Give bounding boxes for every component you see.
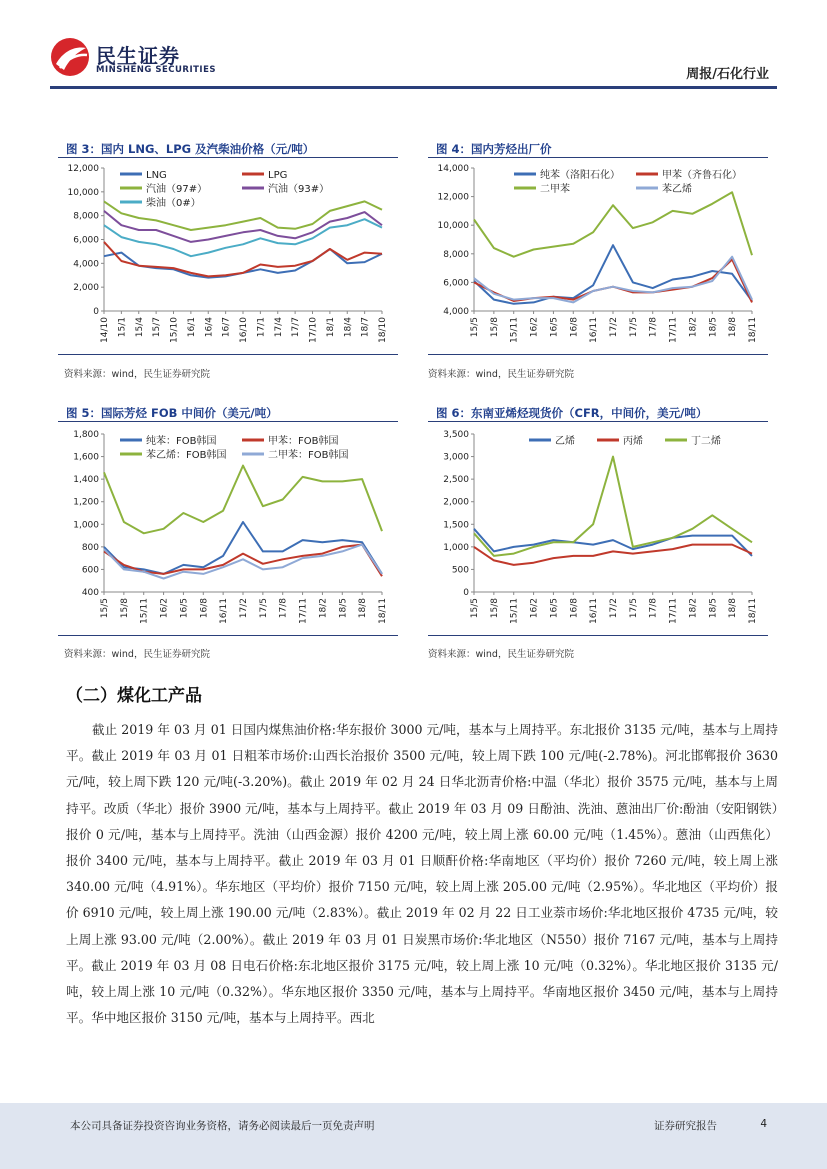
legend-label: 甲苯：FOB韩国 bbox=[268, 436, 339, 447]
y-tick-label: 2,000 bbox=[73, 283, 99, 294]
x-tick-label: 17/2 bbox=[239, 598, 249, 619]
y-tick-label: 6,000 bbox=[73, 235, 99, 246]
legend-label: 汽油（93#） bbox=[268, 184, 330, 195]
x-tick-label: 17/8 bbox=[648, 598, 659, 619]
x-tick-label: 18/11 bbox=[748, 317, 758, 343]
chart-source: 资料来源：wind，民生证券研究院 bbox=[428, 649, 574, 660]
chart-title: 图 4：国内芳烃出厂价 bbox=[428, 140, 768, 158]
section-title: （二）煤化工产品 bbox=[66, 686, 202, 706]
x-tick-label: 16/11 bbox=[589, 598, 600, 624]
chart-title: 图 5：国际芳烃 FOB 中间价（美元/吨） bbox=[58, 404, 398, 422]
legend-label: LNG bbox=[146, 170, 167, 181]
y-tick-label: 1,500 bbox=[443, 520, 469, 531]
x-tick-label: 14/10 bbox=[100, 317, 110, 343]
y-tick-label: 0 bbox=[463, 588, 469, 598]
y-tick-label: 14,000 bbox=[437, 164, 469, 174]
header-divider bbox=[50, 86, 777, 89]
x-tick-label: 16/8 bbox=[569, 317, 580, 338]
legend-label: 甲苯（齐鲁石化） bbox=[662, 170, 742, 181]
x-tick-label: 16/1 bbox=[186, 317, 197, 338]
x-tick-label: 17/5 bbox=[628, 317, 639, 338]
chart-lng-lpg-fuel-prices bbox=[58, 160, 398, 355]
x-tick-label: 17/5 bbox=[258, 598, 269, 619]
legend-label: 丙烯 bbox=[623, 436, 643, 447]
chart-panel-olefins bbox=[428, 404, 768, 636]
y-tick-label: 500 bbox=[451, 565, 469, 576]
x-tick-label: 16/5 bbox=[179, 598, 190, 619]
x-tick-label: 16/11 bbox=[219, 598, 230, 624]
x-tick-label: 18/5 bbox=[708, 317, 719, 338]
legend-label: 丁二烯 bbox=[691, 436, 721, 447]
x-tick-label: 15/10 bbox=[169, 317, 180, 343]
y-tick-label: 8,000 bbox=[73, 211, 99, 222]
y-tick-label: 600 bbox=[81, 565, 99, 576]
x-tick-label: 17/4 bbox=[273, 317, 284, 338]
x-tick-label: 16/11 bbox=[589, 317, 600, 343]
x-tick-label: 17/11 bbox=[668, 317, 679, 343]
x-tick-label: 15/5 bbox=[100, 598, 110, 619]
x-tick-label: 17/1 bbox=[256, 317, 267, 338]
y-tick-label: 4,000 bbox=[73, 259, 99, 270]
chart-source: 资料来源：wind，民生证券研究院 bbox=[428, 369, 574, 380]
x-tick-label: 16/10 bbox=[239, 317, 249, 343]
y-tick-label: 1,400 bbox=[73, 475, 99, 486]
company-logo bbox=[50, 36, 220, 82]
y-tick-label: 1,200 bbox=[73, 497, 99, 508]
x-tick-label: 17/2 bbox=[609, 317, 619, 338]
series-line-3 bbox=[104, 545, 382, 579]
y-tick-label: 1,800 bbox=[73, 430, 99, 440]
x-tick-label: 18/2 bbox=[688, 317, 699, 338]
x-tick-label: 16/8 bbox=[569, 598, 580, 619]
chart-source: 资料来源：wind，民生证券研究院 bbox=[64, 369, 210, 380]
x-tick-label: 17/8 bbox=[278, 598, 289, 619]
legend-label: 二甲苯 bbox=[540, 184, 570, 195]
chart-panel-aromatics bbox=[428, 140, 768, 355]
page-footer bbox=[0, 1103, 827, 1169]
y-tick-label: 3,000 bbox=[443, 452, 469, 463]
x-tick-label: 16/8 bbox=[199, 598, 210, 619]
x-tick-label: 18/11 bbox=[378, 598, 388, 624]
chart-panel-intl-aromatics bbox=[58, 404, 398, 636]
x-tick-label: 15/5 bbox=[470, 598, 480, 619]
series-line-0 bbox=[474, 245, 752, 304]
x-tick-label: 18/1 bbox=[325, 317, 336, 338]
chart-panel-lng-lpg bbox=[58, 140, 398, 355]
chart-title: 图 3：国内 LNG、LPG 及汽柴油价格（元/吨） bbox=[58, 140, 398, 158]
x-tick-label: 16/2 bbox=[529, 598, 540, 619]
page-number: 4 bbox=[760, 1118, 767, 1130]
y-tick-label: 0 bbox=[93, 307, 99, 317]
x-tick-label: 17/11 bbox=[668, 598, 679, 624]
chart-intl-aromatics-fob bbox=[58, 424, 398, 636]
x-tick-label: 17/11 bbox=[298, 598, 309, 624]
x-tick-label: 16/5 bbox=[549, 598, 560, 619]
x-tick-label: 18/7 bbox=[360, 317, 371, 338]
legend-label: LPG bbox=[268, 170, 288, 181]
footer-disclaimer: 本公司具备证券投资咨询业务资格，请务必阅读最后一页免责声明 bbox=[70, 1120, 375, 1132]
y-tick-label: 6,000 bbox=[443, 278, 469, 289]
report-type: 周报/石化行业 bbox=[686, 67, 769, 82]
x-tick-label: 18/5 bbox=[708, 598, 719, 619]
legend-label: 苯乙烯：FOB韩国 bbox=[146, 450, 227, 461]
x-tick-label: 17/2 bbox=[609, 598, 619, 619]
panel-divider bbox=[58, 354, 398, 355]
x-tick-label: 18/8 bbox=[728, 317, 739, 338]
x-tick-label: 17/5 bbox=[628, 598, 639, 619]
x-tick-label: 15/11 bbox=[509, 317, 520, 343]
page-header bbox=[0, 0, 827, 86]
x-tick-label: 16/2 bbox=[529, 317, 540, 338]
chart-sea-olefins-spot bbox=[428, 424, 768, 636]
y-tick-label: 8,000 bbox=[443, 249, 469, 260]
panel-divider bbox=[428, 354, 768, 355]
y-tick-label: 2,000 bbox=[443, 497, 469, 508]
legend-label: 苯乙烯 bbox=[662, 184, 692, 195]
y-tick-label: 2,500 bbox=[443, 475, 469, 486]
logo-chinese-name: 民生证券 bbox=[96, 44, 180, 68]
panel-divider bbox=[428, 635, 768, 636]
legend-label: 二甲苯：FOB韩国 bbox=[268, 450, 349, 461]
x-tick-label: 15/11 bbox=[139, 598, 150, 624]
y-tick-label: 1,000 bbox=[73, 520, 99, 531]
y-tick-label: 10,000 bbox=[437, 221, 469, 232]
y-tick-label: 12,000 bbox=[67, 164, 99, 174]
footer-label: 证券研究报告 bbox=[654, 1120, 717, 1132]
x-tick-label: 18/8 bbox=[728, 598, 739, 619]
y-tick-label: 800 bbox=[81, 542, 99, 553]
x-tick-label: 17/7 bbox=[291, 317, 302, 338]
x-tick-label: 15/1 bbox=[117, 317, 128, 338]
y-tick-label: 10,000 bbox=[67, 187, 99, 198]
x-tick-label: 15/8 bbox=[119, 598, 130, 619]
x-tick-label: 18/10 bbox=[378, 317, 388, 343]
legend-label: 纯苯（洛阳石化） bbox=[540, 170, 620, 181]
x-tick-label: 17/10 bbox=[308, 317, 319, 343]
x-tick-label: 15/11 bbox=[509, 598, 520, 624]
x-tick-label: 17/8 bbox=[648, 317, 659, 338]
legend-label: 汽油（97#） bbox=[146, 184, 208, 195]
x-tick-label: 18/8 bbox=[358, 598, 369, 619]
series-line-1 bbox=[104, 242, 382, 277]
logo-mark-icon bbox=[50, 36, 90, 78]
logo-english-name: MINSHENG SECURITIES bbox=[96, 65, 216, 75]
x-tick-label: 15/8 bbox=[489, 598, 500, 619]
x-tick-label: 15/7 bbox=[152, 317, 163, 338]
x-tick-label: 16/2 bbox=[159, 598, 170, 619]
y-tick-label: 4,000 bbox=[443, 307, 469, 317]
x-tick-label: 16/5 bbox=[549, 317, 560, 338]
legend-label: 乙烯 bbox=[555, 436, 575, 447]
x-tick-label: 16/4 bbox=[204, 317, 215, 338]
legend-label: 柴油（0#） bbox=[146, 198, 201, 209]
legend-label: 纯苯：FOB韩国 bbox=[146, 436, 217, 447]
x-tick-label: 15/8 bbox=[489, 317, 500, 338]
y-tick-label: 1,600 bbox=[73, 452, 99, 463]
x-tick-label: 18/5 bbox=[338, 598, 349, 619]
y-tick-label: 1,000 bbox=[443, 542, 469, 553]
x-tick-label: 18/4 bbox=[343, 317, 354, 338]
x-tick-label: 18/2 bbox=[688, 598, 699, 619]
x-tick-label: 15/5 bbox=[470, 317, 480, 338]
section-body: 截止 2019 年 03 月 01 日国内煤焦油价格:华东报价 3000 元/吨，基本与上周持平。东北报价 3135 元/吨，基本与上周持平。截止 2019 年 03 月 01 日粗苯市场价:山西长治报价 3500 元/吨，较上周下跌 100 元/吨(-2.78%)。河北邯郸报价 3630 元/吨，较上周下跌 120 元/吨(-3.20%)。截止 2019 年 02 月 24 日华北沥青价格:中温（华北）报价 3575 元/吨，基本与上周持平。改质（华北）报价 3900 元/吨，基本与上周持平。截止 2019 年 03 月 09 日酚油、洗油、蒽油出厂价:酚油（安阳钢铁）报价 0 元/吨，基本与上周持平。洗油（山西金源）报价 4200 元/吨，较上周上涨 60.00 元/吨（1.45%）。蒽油（山西焦化）报价 3400 元/吨，基本与上周持平。截止 2019 年 03 月 01 日顺酐价格:华南地区（平均价）报价 7260 元/吨，较上周上涨 340.00 元/吨（4.91%）。华东地区（平均价）报价 7150 元/吨，较上周上涨 205.00 元/吨（2.95%）。华北地区（平均价）报价 6910 元/吨，较上周上涨 190.00 元/吨（2.83%）。截止 2019 年 02 月 22 日工业萘市场价:华北地区报价 4735 元/吨，较上周上涨 93.00 元/吨（2.00%）。截止 2019 年 03 月 01 日炭黑市场价:华北地区（N550）报价 7167 元/吨，基本与上周持平。截止 2019 年 03 月 08 日电石价格:东北地区报价 3175 元/吨，较上周上涨 10 元/吨（0.32%）。华北地区报价 3135 元/吨，较上周上涨 10 元/吨（0.32%）。华东地区报价 3350 元/吨，基本与上周持平。华南地区报价 3450 元/吨，基本与上周持平。华中地区报价 3150 元/吨，基本与上周持平。西北 bbox=[66, 722, 778, 1026]
y-tick-label: 400 bbox=[81, 588, 99, 598]
chart-title: 图 6：东南亚烯烃现货价（CFR，中间价，美元/吨） bbox=[428, 404, 768, 422]
chart-source: 资料来源：wind，民生证券研究院 bbox=[64, 649, 210, 660]
panel-divider bbox=[58, 635, 398, 636]
chart-domestic-aromatics-prices bbox=[428, 160, 768, 355]
y-tick-label: 12,000 bbox=[437, 192, 469, 203]
x-tick-label: 18/2 bbox=[318, 598, 329, 619]
y-tick-label: 3,500 bbox=[443, 430, 469, 440]
series-line-4 bbox=[104, 219, 382, 256]
x-tick-label: 18/11 bbox=[748, 598, 758, 624]
x-tick-label: 16/7 bbox=[221, 317, 232, 338]
x-tick-label: 15/4 bbox=[134, 317, 145, 338]
